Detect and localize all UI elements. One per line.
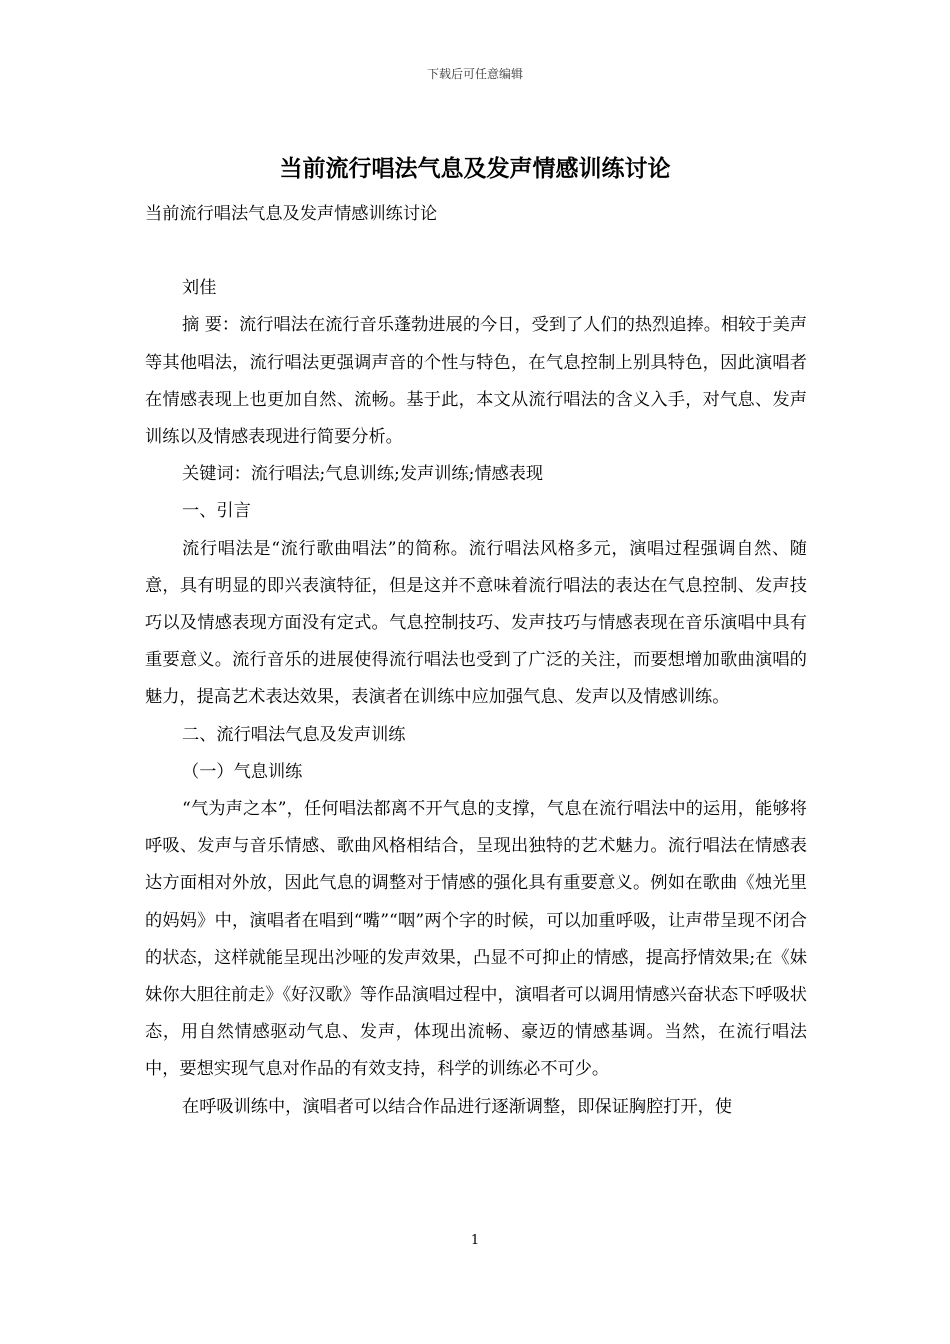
page-header-note: 下载后可任意编辑	[426, 67, 523, 81]
keywords-line: 关键词：流行唱法;气息训练;发声训练;情感表现	[182, 464, 544, 485]
page-number: 1	[470, 1233, 480, 1248]
abstract-paragraph: 摘 要：流行唱法在流行音乐蓬勃进展的今日，受到了人们的热烈追捧。相较于美声等其他唱法，流行唱法更强调声音的个性与特色，在气息控制上别具特色，因此演唱者在情感表现上也更加自然、流畅。基于此，本文从流行唱法的含义入手，对气息、发声训练以及情感表现进行简要分析。	[145, 315, 807, 448]
document-body	[145, 196, 807, 1126]
document-subtitle: 当前流行唱法气息及发声情感训练讨论	[145, 204, 438, 224]
breath-training-paragraph: “气为声之本”，任何唱法都离不开气息的支撑，气息在流行唱法中的运用，能够将呼吸、发声与音乐情感、歌曲风格相结合，呈现出独特的艺术魅力。流行唱法在情感表达方面相对外放，因此气息的调整对于情感的强化具有重要意义。例如在歌曲《烛光里的妈妈》中，演唱者在唱到“嘴”“咽”两个字的时候，可以加重呼吸，让声带呈现不闭合的状态，这样就能呈现出沙哑的发声效果，凸显不可抑止的情感，提高抒情效果;在《妹妹你大胆往前走》《好汉歌》等作品演唱过程中，演唱者可以调用情感兴奋状态下呼吸状态，用自然情感驱动气息、发声，体现出流畅、豪迈的情感基调。当然，在流行唱法中，要想实现气息对作品的有效支持，科学的训练必不可少。	[145, 799, 807, 1080]
subsection-heading-breath-training: （一）气息训练	[182, 761, 303, 782]
section-heading-breath-voice-training: 二、流行唱法气息及发声训练	[182, 724, 406, 745]
document-title: 当前流行唱法气息及发声情感训练讨论	[279, 155, 671, 182]
breathing-exercise-paragraph: 在呼吸训练中，演唱者可以结合作品进行逐渐调整，即保证胸腔打开，使	[182, 1096, 733, 1117]
introduction-paragraph: 流行唱法是“流行歌曲唱法”的简称。流行唱法风格多元，演唱过程强调自然、随意，具有明显的即兴表演特征，但是这并不意味着流行唱法的表达在气息控制、发声技巧以及情感表现方面没有定式。气息控制技巧、发声技巧与情感表现在音乐演唱中具有重要意义。流行音乐的进展使得流行唱法也受到了广泛的关注，而要想增加歌曲演唱的魅力，提高艺术表达效果，表演者在训练中应加强气息、发声以及情感训练。	[145, 538, 807, 708]
section-heading-introduction: 一、引言	[182, 501, 251, 522]
author-name: 刘佳	[182, 278, 217, 299]
